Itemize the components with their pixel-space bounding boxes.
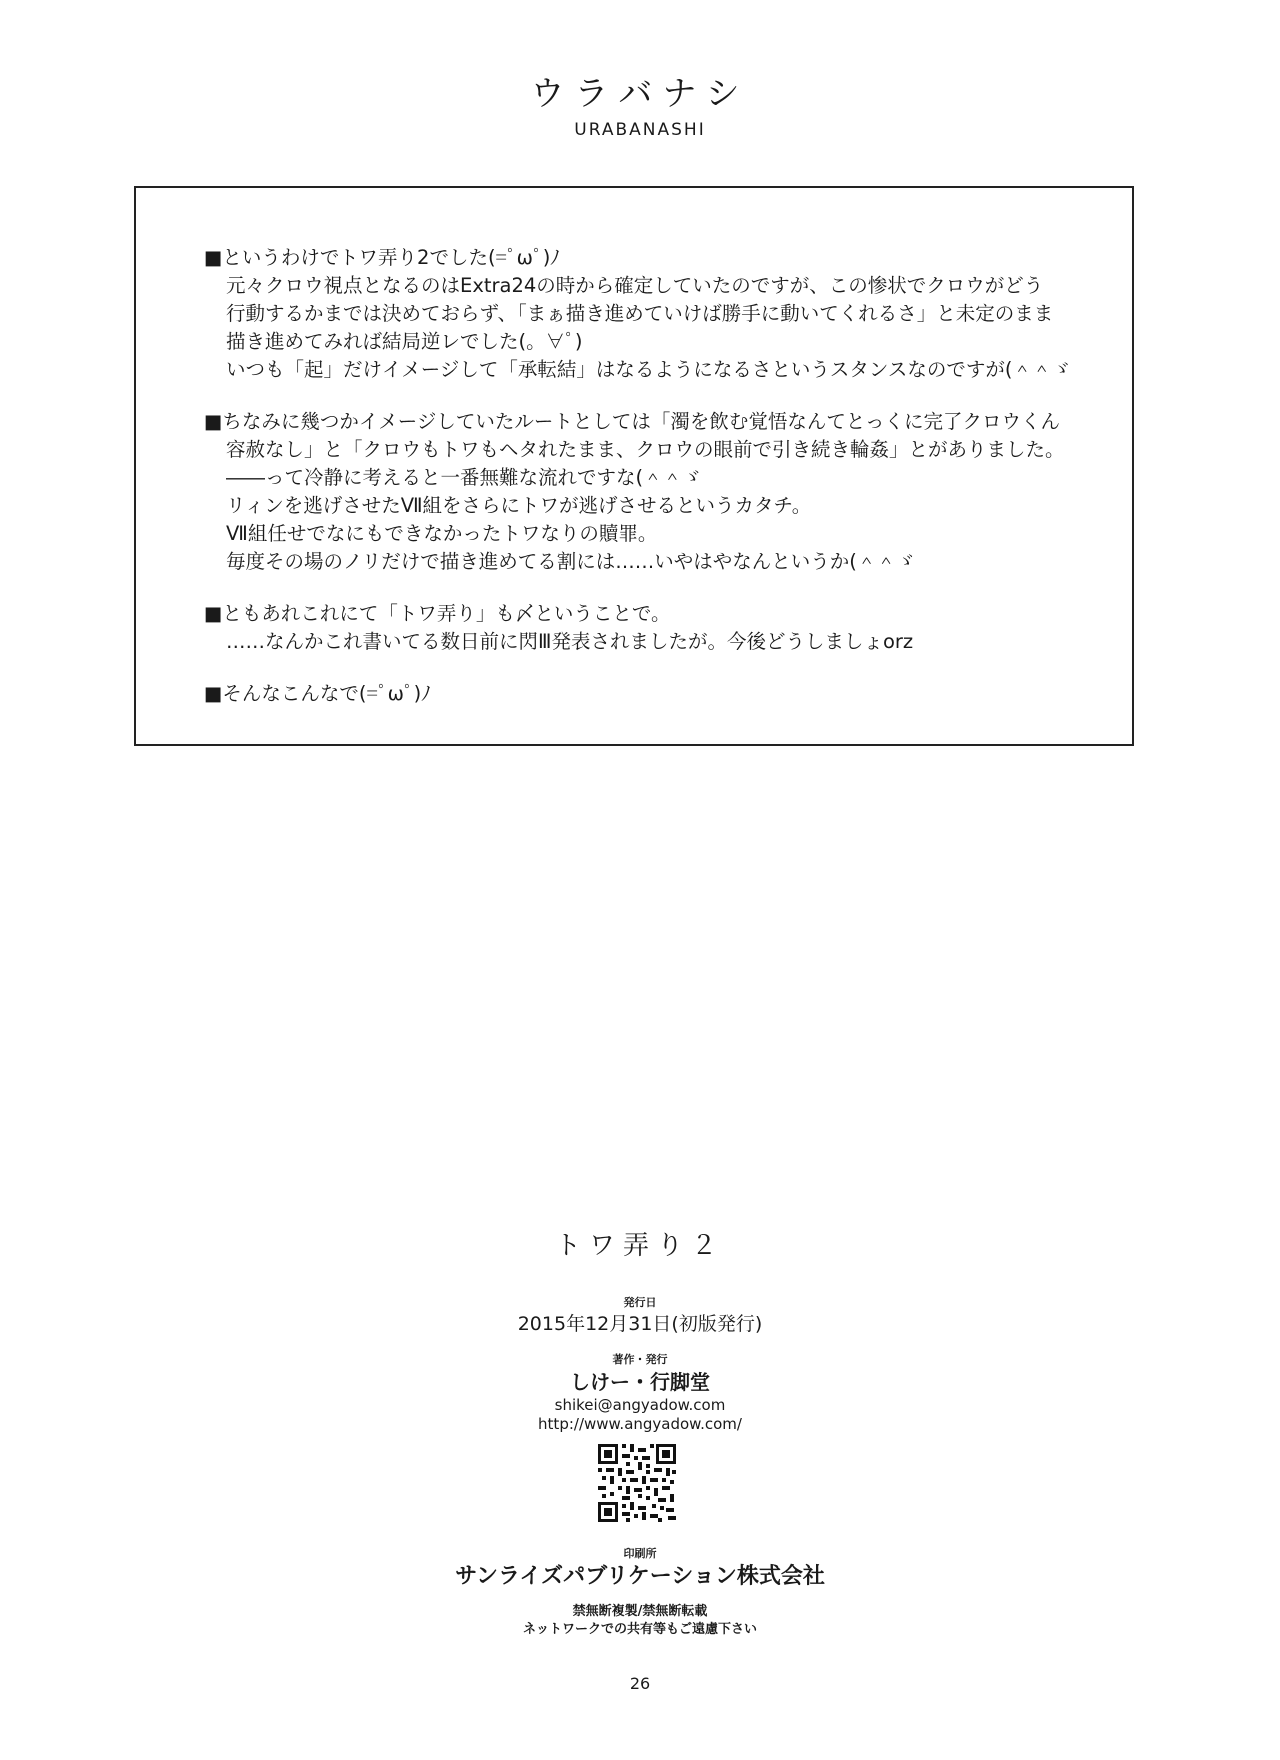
copyright-notice <box>0 1603 1280 1639</box>
afterword-line: ……なんかこれ書いてる数日前に閃Ⅲ発表されましたが。今後どうしましょorz <box>226 630 914 653</box>
afterword-content <box>204 244 1104 732</box>
author-name: しけー・行脚堂 <box>570 1370 710 1394</box>
notice-line-1: 禁無断複製/禁無断転載 <box>572 1604 708 1619</box>
afterword-line: 毎度その場のノリだけで描き進めてる割には……いやはやなんというか(＾＾ゞ <box>226 550 916 573</box>
publication-date-block <box>0 1295 1280 1337</box>
afterword-line: ■そんなこんなで(=ﾟωﾟ)ﾉ <box>204 682 432 705</box>
date-label: 発行日 <box>623 1296 657 1309</box>
notice-line-2: ネットワークでの共有等もご遠慮下さい <box>522 1622 757 1637</box>
afterword-line: ■というわけでトワ弄り2でした(=ﾟωﾟ)ﾉ <box>204 246 561 269</box>
qr-code <box>596 1442 678 1524</box>
afterword-line: 容赦なし」と「クロウもトワもヘタれたまま、クロウの眼前で引き続き輪姦」とがありました。 <box>226 438 1065 461</box>
afterword-paragraph <box>204 680 1104 708</box>
afterword-line: ■ともあれこれにて「トワ弄り」も〆ということで。 <box>204 602 671 625</box>
author-block <box>0 1352 1280 1434</box>
afterword-line: 元々クロウ視点となるのはExtra24の時から確定していたのですが、この惨状でクロウがどう <box>226 274 1044 297</box>
author-label: 著作・発行 <box>612 1353 668 1366</box>
book-title: トワ弄り２ <box>554 1231 725 1261</box>
afterword-line: 行動するかまでは決めておらず、「まぁ描き進めていけば勝手に動いてくれるさ」と未定のまま <box>226 302 1054 325</box>
afterword-paragraph <box>204 600 1104 656</box>
printer-label: 印刷所 <box>623 1547 657 1560</box>
afterword-line: いつも「起」だけイメージして「承転結」はなるようになるさというスタンスなのですが(＾＾ゞ <box>226 358 1071 381</box>
afterword-paragraph <box>204 244 1104 384</box>
afterword-line: リィンを逃げさせたⅦ組をさらにトワが逃げさせるというカタチ。 <box>226 494 812 517</box>
page-header <box>0 72 1280 142</box>
printer-block <box>0 1546 1280 1592</box>
afterword-line: Ⅶ組任せでなにもできなかったトワなりの贖罪。 <box>226 522 658 545</box>
qr-code-graphic <box>596 1442 678 1524</box>
page-number: 26 <box>629 1674 651 1693</box>
date-value: 2015年12月31日(初版発行) <box>517 1313 763 1335</box>
header-title-kana: ウラバナシ <box>530 74 750 114</box>
afterword-line: ――って冷静に考えると一番無難な流れですな(＾＾ゞ <box>226 466 702 489</box>
printer-name: サンライズパブリケーション株式会社 <box>455 1564 825 1589</box>
author-email[interactable]: shikei@angyadow.com <box>554 1396 726 1414</box>
author-website[interactable]: http://www.angyadow.com/ <box>538 1415 742 1433</box>
afterword-line: 描き進めてみれば結局逆レでした(。∀ﾟ) <box>226 330 583 353</box>
afterword-line: ■ちなみに幾つかイメージしていたルートとしては「濁を飲む覚悟なんてとっくに完了クロウくん <box>204 410 1060 433</box>
header-title-romaji: URABANASHI <box>574 120 706 140</box>
afterword-box <box>134 186 1134 746</box>
afterword-paragraph <box>204 408 1104 576</box>
